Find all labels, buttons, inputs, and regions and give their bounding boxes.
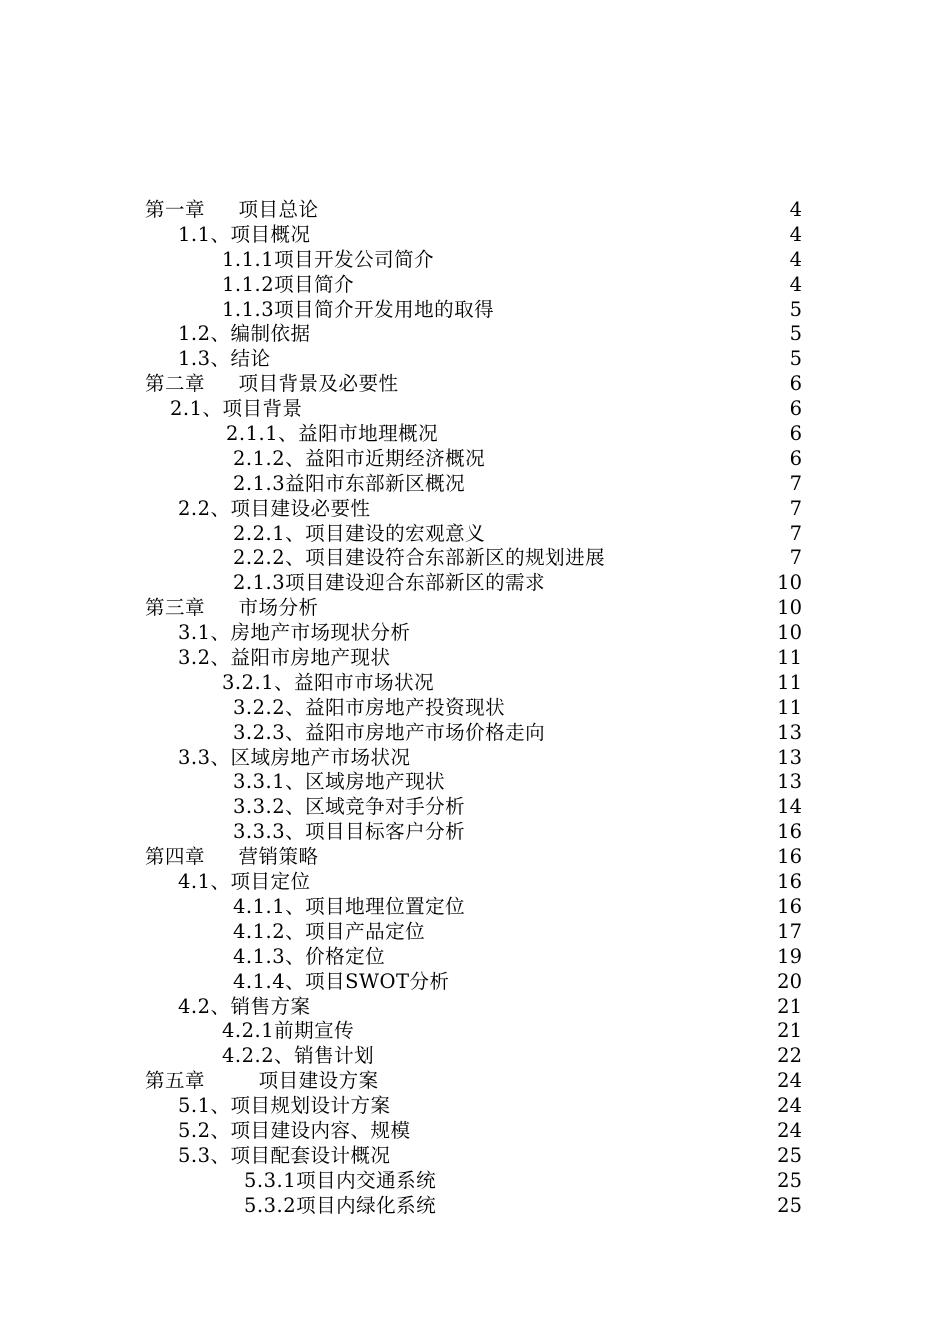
toc-entry[interactable] xyxy=(0,1069,950,1094)
toc-entry-page: 5 xyxy=(789,347,802,371)
toc-entry[interactable] xyxy=(0,870,950,895)
toc-entry[interactable] xyxy=(0,995,950,1020)
toc-entry[interactable] xyxy=(0,447,950,472)
toc-entry-page: 19 xyxy=(777,944,802,968)
toc-entry[interactable] xyxy=(0,671,950,696)
toc-entry-page: 4 xyxy=(789,198,802,221)
toc-entry-page: 6 xyxy=(789,397,802,421)
toc-entry-label: 2.1.3项目建设迎合东部新区的需求 xyxy=(233,571,546,595)
toc-entry-page: 6 xyxy=(789,422,802,446)
toc-entry-label: 5.2、项目建设内容、规模 xyxy=(178,1118,411,1142)
toc-entry-label: 第一章 项目总论 xyxy=(145,198,319,221)
toc-entry-page: 24 xyxy=(777,1118,802,1142)
toc-entry[interactable] xyxy=(0,895,950,920)
toc-entry-label: 5.3.2项目内绿化系统 xyxy=(244,1193,437,1217)
toc-entry-label: 3.3、区域房地产市场状况 xyxy=(178,745,411,769)
toc-entry-label: 2.1.2、益阳市近期经济概况 xyxy=(233,446,486,470)
toc-entry-label: 1.1.2项目简介 xyxy=(222,272,355,296)
toc-entry-page: 4 xyxy=(789,222,802,246)
toc-entry-label: 2.2.2、项目建设符合东部新区的规划进展 xyxy=(233,546,606,570)
toc-entry-label: 2.1、项目背景 xyxy=(170,397,303,421)
toc-entry-label: 4.1.1、项目地理位置定位 xyxy=(233,894,466,918)
toc-entry-page: 16 xyxy=(777,870,802,894)
toc-entry-page: 5 xyxy=(789,322,802,346)
toc-entry-page: 16 xyxy=(777,820,802,844)
toc-entry-label: 第二章 项目背景及必要性 xyxy=(145,372,399,396)
toc-entry-label: 3.3.2、区域竞争对手分析 xyxy=(233,795,466,819)
toc-entry[interactable] xyxy=(0,696,950,721)
toc-entry[interactable] xyxy=(0,1144,950,1169)
toc-entry[interactable] xyxy=(0,621,950,646)
toc-entry-page: 13 xyxy=(777,770,802,794)
toc-entry-label: 3.3.1、区域房地产现状 xyxy=(233,770,446,794)
toc-entry-label: 第五章 项目建设方案 xyxy=(145,1069,379,1093)
toc-entry-page: 21 xyxy=(777,1019,802,1043)
toc-entry-label: 3.2、益阳市房地产现状 xyxy=(178,646,391,670)
toc-entry-page: 5 xyxy=(789,297,802,321)
toc-entry-label: 2.2.1、项目建设的宏观意义 xyxy=(233,521,486,545)
toc-entry-page: 13 xyxy=(777,720,802,744)
toc-entry-label: 3.3.3、项目目标客户分析 xyxy=(233,820,466,844)
toc-entry-page: 25 xyxy=(777,1168,802,1192)
toc-entry[interactable] xyxy=(0,721,950,746)
toc-entry-label: 2.1.3益阳市东部新区概况 xyxy=(233,471,466,495)
toc-entry-page: 22 xyxy=(777,1044,802,1068)
toc-entry[interactable] xyxy=(0,571,950,596)
toc-entry-label: 第四章 营销策略 xyxy=(145,845,319,869)
toc-entry[interactable] xyxy=(0,945,950,970)
toc-entry-page: 24 xyxy=(777,1069,802,1093)
toc-entry-page: 25 xyxy=(777,1143,802,1167)
toc-entry-page: 16 xyxy=(777,894,802,918)
toc-entry-label: 1.1.1项目开发公司简介 xyxy=(222,247,435,271)
toc-entry-page: 10 xyxy=(777,621,802,645)
toc-entry[interactable] xyxy=(0,422,950,447)
toc-entry-page: 10 xyxy=(777,571,802,595)
toc-entry-label: 5.1、项目规划设计方案 xyxy=(178,1094,391,1118)
toc-entry[interactable] xyxy=(0,322,950,347)
toc-entry[interactable] xyxy=(0,347,950,372)
toc-entry-label: 4.1.3、价格定位 xyxy=(233,944,386,968)
toc-entry-page: 11 xyxy=(777,670,802,694)
toc-entry-label: 1.3、结论 xyxy=(178,347,271,371)
toc-entry-label: 3.2.1、益阳市市场状况 xyxy=(222,670,435,694)
toc-entry[interactable] xyxy=(0,1194,950,1219)
toc-entry[interactable] xyxy=(0,770,950,795)
toc-entry[interactable] xyxy=(0,248,950,273)
toc-entry-label: 4.2.1前期宣传 xyxy=(222,1019,355,1043)
toc-entry-label: 1.1.3项目简介开发用地的取得 xyxy=(222,297,495,321)
toc-entry-page: 21 xyxy=(777,994,802,1018)
toc-entry[interactable] xyxy=(0,646,950,671)
toc-entry[interactable] xyxy=(0,820,950,845)
toc-entry-page: 16 xyxy=(777,845,802,869)
toc-entry-label: 3.1、房地产市场现状分析 xyxy=(178,621,411,645)
toc-entry[interactable] xyxy=(0,223,950,248)
toc-entry[interactable] xyxy=(0,920,950,945)
toc-entry[interactable] xyxy=(0,795,950,820)
toc-entry[interactable] xyxy=(0,1094,950,1119)
toc-entry-page: 4 xyxy=(789,272,802,296)
toc-entry-label: 4.1.2、项目产品定位 xyxy=(233,919,426,943)
toc-entry[interactable] xyxy=(0,497,950,522)
toc-entry[interactable] xyxy=(0,746,950,771)
toc-entry[interactable] xyxy=(0,372,950,397)
toc-entry[interactable] xyxy=(0,596,950,621)
toc-entry[interactable] xyxy=(0,298,950,323)
toc-entry-page: 17 xyxy=(777,919,802,943)
toc-entry-page: 25 xyxy=(777,1193,802,1217)
toc-entry-page: 14 xyxy=(777,795,802,819)
toc-entry-label: 2.2、项目建设必要性 xyxy=(178,496,371,520)
toc-entry[interactable] xyxy=(0,1169,950,1194)
toc-entry[interactable] xyxy=(0,845,950,870)
toc-entry-label: 4.1、项目定位 xyxy=(178,870,311,894)
toc-entry-label: 1.1、项目概况 xyxy=(178,222,311,246)
toc-entry[interactable] xyxy=(0,522,950,547)
toc-entry[interactable] xyxy=(0,198,950,223)
toc-entry-label: 5.3.1项目内交通系统 xyxy=(244,1168,437,1192)
toc-entry[interactable] xyxy=(0,397,950,422)
toc-entry-label: 4.2.2、销售计划 xyxy=(222,1044,375,1068)
toc-entry-label: 3.2.2、益阳市房地产投资现状 xyxy=(233,695,506,719)
toc-entry[interactable] xyxy=(0,1044,950,1069)
toc-entry-page: 11 xyxy=(777,646,802,670)
toc-entry-label: 第三章 市场分析 xyxy=(145,596,319,620)
toc-entry-page: 11 xyxy=(777,695,802,719)
toc-entry-page: 7 xyxy=(789,496,802,520)
toc-entry-label: 3.2.3、益阳市房地产市场价格走向 xyxy=(233,720,546,744)
toc-entry[interactable] xyxy=(0,1119,950,1144)
toc-entry-page: 4 xyxy=(789,247,802,271)
toc-entry-page: 24 xyxy=(777,1094,802,1118)
toc-entry-label: 1.2、编制依据 xyxy=(178,322,311,346)
toc-entry-page: 7 xyxy=(789,546,802,570)
toc-entry-page: 7 xyxy=(789,471,802,495)
toc-entry[interactable] xyxy=(0,970,950,995)
toc-entry-label: 4.1.4、项目SWOT分析 xyxy=(233,969,450,993)
toc-entry-page: 10 xyxy=(777,596,802,620)
toc-entry-page: 6 xyxy=(789,446,802,470)
toc-entry-page: 7 xyxy=(789,521,802,545)
toc-entry-label: 2.1.1、益阳市地理概况 xyxy=(226,422,439,446)
toc-entry-page: 20 xyxy=(777,969,802,993)
toc-entry-label: 5.3、项目配套设计概况 xyxy=(178,1143,391,1167)
table-of-contents xyxy=(0,198,950,1219)
toc-entry-page: 13 xyxy=(777,745,802,769)
toc-entry[interactable] xyxy=(0,1019,950,1044)
toc-entry[interactable] xyxy=(0,273,950,298)
toc-entry[interactable] xyxy=(0,546,950,571)
toc-entry[interactable] xyxy=(0,472,950,497)
toc-entry-label: 4.2、销售方案 xyxy=(178,994,311,1018)
toc-entry-page: 6 xyxy=(789,372,802,396)
